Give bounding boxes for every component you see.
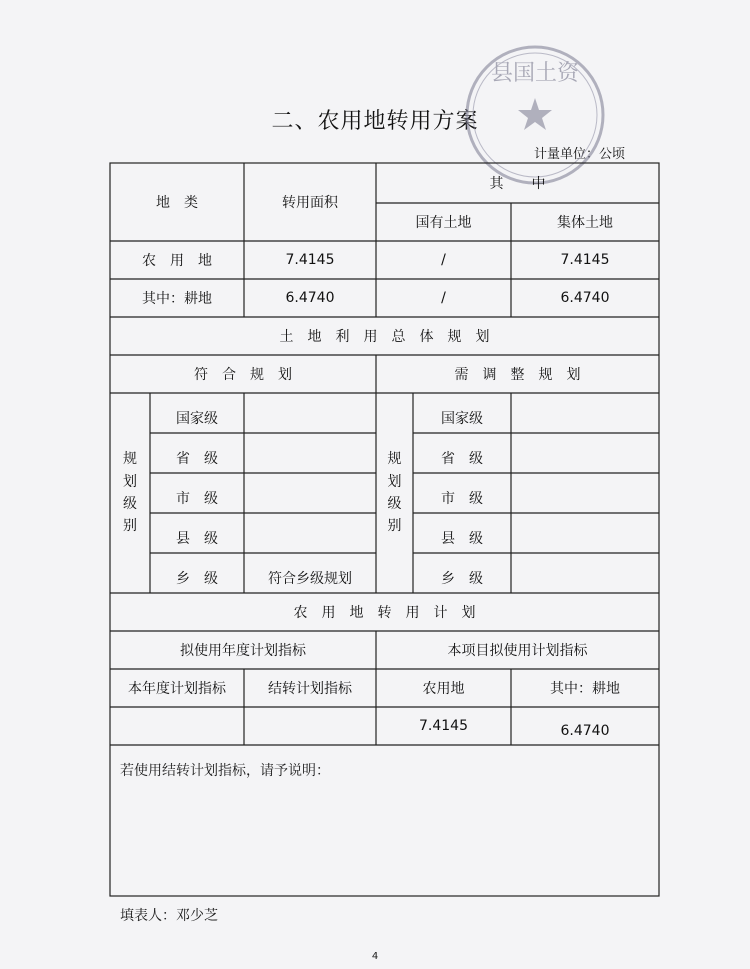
page-title: 二、农用地转用方案 [271,109,479,134]
conform-level-province: 省 级 [176,451,218,467]
planning-conform-header: 符 合 规 划 [194,367,292,383]
row-farmland-state: / [441,252,446,268]
conform-value-province [244,438,376,478]
adjust-level-national: 国家级 [441,411,483,427]
plan-section-title: 农 用 地 转 用 计 划 [293,605,476,621]
level-label-char: 规 [123,451,137,468]
filler-name: 填表人：邓少芝 [120,908,218,924]
plan-carry-over-header: 结转计划指标 [268,681,352,697]
header-conversion-area: 转用面积 [282,195,338,211]
header-of-which: 其 中 [489,176,546,192]
page-number: 4 [371,951,379,962]
adjust-level-township: 乡 级 [441,571,483,587]
conform-value-county [244,518,376,558]
plan-carry-over-value [244,707,376,745]
conform-level-city: 市 级 [176,491,218,507]
conform-level-county: 县 级 [176,531,218,547]
row-cultivated-label: 其中：耕地 [142,291,212,307]
header-state-land: 国有土地 [415,215,472,231]
plan-cultivated-header: 其中：耕地 [550,681,620,697]
level-label-char: 级 [387,496,402,512]
level-label-left [110,393,150,593]
plan-annual-indicator: 拟使用年度计划指标 [180,643,306,659]
row-cultivated-area: 6.4740 [285,290,335,306]
planning-section-title: 土 地 利 用 总 体 规 划 [279,329,490,345]
plan-this-year-header: 本年度计划指标 [128,681,226,697]
header-land-type: 地 类 [156,195,198,211]
level-label-char: 划 [387,473,402,490]
row-farmland-collective: 7.4145 [560,252,610,268]
plan-project-indicator: 本项目拟使用计划指标 [447,643,588,659]
conform-value-township: 符合乡级规划 [268,571,352,587]
level-label-char: 级 [123,496,137,512]
row-cultivated-collective: 6.4740 [560,290,610,306]
adjust-level-province: 省 级 [441,451,483,467]
plan-cultivated-value: 6.4740 [560,723,610,739]
conform-level-national: 国家级 [176,411,218,427]
plan-farmland-header: 农用地 [422,681,465,697]
plan-farmland-value: 7.4145 [419,718,468,734]
svg-text:县国土资: 县国土资 [490,61,580,86]
planning-adjust-header: 需 调 整 规 划 [454,367,581,383]
level-label-char: 划 [123,473,137,490]
conform-value-national [244,398,376,438]
level-label-char: 规 [387,451,402,468]
header-collective-land: 集体土地 [557,215,613,231]
conform-value-city [244,478,376,518]
level-label-char: 别 [123,518,137,535]
adjust-level-county: 县 级 [441,531,483,547]
level-label-right [376,393,413,593]
row-cultivated-state: / [441,290,446,306]
row-farmland-area: 7.4145 [285,252,335,268]
adjust-level-city: 市 级 [441,491,483,507]
carry-over-note: 若使用结转计划指标，请予说明： [120,763,330,779]
level-label-char: 别 [387,518,402,535]
plan-this-year-value [110,707,244,745]
row-farmland-label: 农 用 地 [142,253,212,269]
unit-label: 计量单位：公顷 [534,147,626,162]
conform-level-township: 乡 级 [176,571,218,587]
